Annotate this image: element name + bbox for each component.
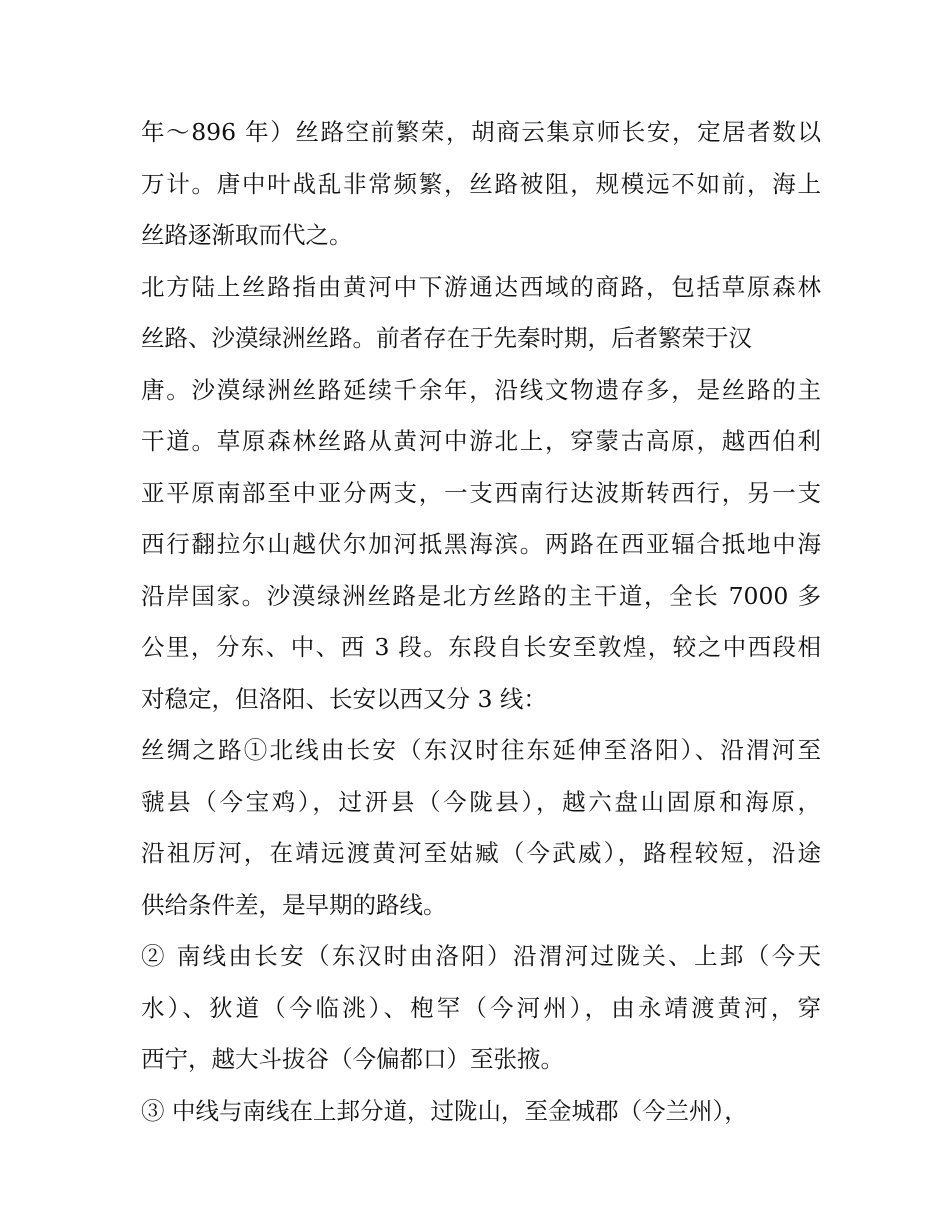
text-line: 北方陆上丝路指由黄河中下游通达西域的商路，包括草原森林	[141, 272, 821, 301]
text-line: 沿岸国家。沙漠绿洲丝路是北方丝路的主干道，全长 7000 多	[141, 581, 821, 610]
paragraph-north-route	[141, 725, 821, 931]
paragraph-middle-route	[141, 1086, 821, 1138]
text-line: 丝绸之路①北线由长安（东汉时往东延伸至洛阳）、沿渭河至	[141, 736, 821, 764]
text-line: 干道。草原森林丝路从黄河中游北上，穿蒙古高原，越西伯利	[141, 427, 821, 455]
paragraph-tang-decline	[141, 107, 821, 262]
text-line: 年～896 年）丝路空前繁荣，胡商云集京师长安，定居者数以	[141, 118, 821, 146]
text-line: 西行翻拉尔山越伏尔加河抵黑海滨。两路在西亚辐合抵地中海	[141, 530, 821, 558]
text-line: ② 南线由长安（东汉时由洛阳）沿渭河过陇关、上邽（今天	[141, 942, 821, 970]
text-line: 水）、狄道（今临洮）、枹罕（今河州），由永靖渡黄河，穿	[141, 993, 821, 1022]
text-line: 西宁，越大斗拔谷（今偏都口）至张掖。	[141, 1045, 564, 1073]
text-line: 供给条件差，是早期的路线。	[141, 890, 447, 919]
text-line: 虢县（今宝鸡），过汧县（今陇县），越六盘山固原和海原，	[141, 787, 821, 816]
text-line: 亚平原南部至中亚分两支，一支西南行达波斯转西行，另一支	[141, 478, 821, 507]
text-line: 丝路逐渐取而代之。	[141, 221, 353, 249]
text-line: ③ 中线与南线在上邽分道，过陇山，至金城郡（今兰州），	[141, 1096, 748, 1125]
text-line: 公里，分东、中、西 3 段。东段自长安至敦煌，较之中西段相	[141, 633, 821, 661]
text-line: 万计。唐中叶战乱非常频繁，丝路被阻，规模远不如前，海上	[141, 169, 821, 198]
paragraph-south-route	[141, 931, 821, 1086]
document-body	[141, 107, 821, 1137]
text-line: 丝路、沙漠绿洲丝路。前者存在于先秦时期，后者繁荣于汉	[141, 324, 752, 352]
text-line: 对稳定，但洛阳、长安以西又分 3 线：	[141, 684, 547, 713]
text-line: 唐。沙漠绿洲丝路延续千余年，沿线文物遗存多，是丝路的主	[141, 375, 821, 404]
paragraph-northern-silk-road	[141, 262, 821, 726]
text-line: 沿祖厉河，在靖远渡黄河至姑臧（今武威），路程较短，沿途	[141, 839, 821, 867]
